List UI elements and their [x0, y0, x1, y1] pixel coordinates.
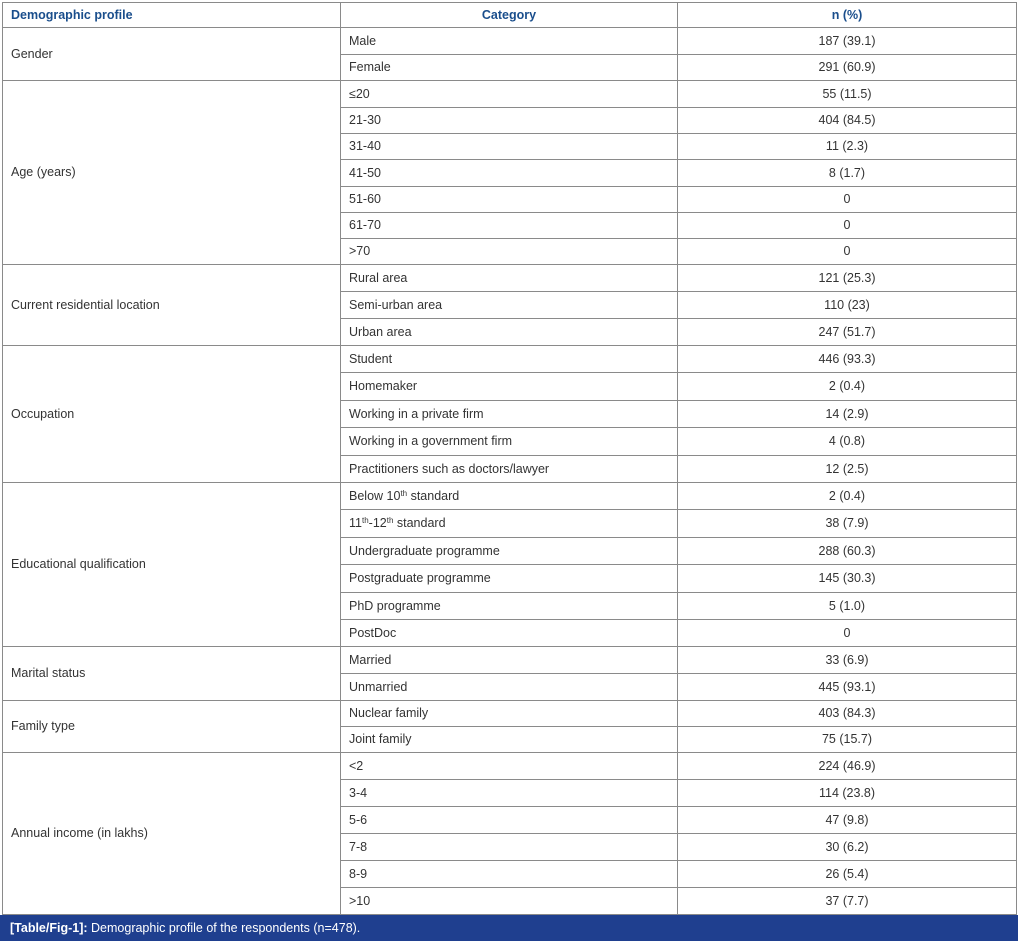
category-cell: <2 [341, 753, 678, 780]
n-percent-cell: 247 (51.7) [678, 319, 1017, 346]
table-row [3, 701, 1017, 727]
category-cell: Male [341, 28, 678, 55]
category-text: standard [407, 488, 460, 503]
category-cell: 31-40 [341, 134, 678, 160]
category-cell: Semi-urban area [341, 292, 678, 319]
n-percent-cell: 121 (25.3) [678, 265, 1017, 292]
table-row [3, 265, 1017, 292]
n-percent-cell: 11 (2.3) [678, 134, 1017, 160]
category-cell: 7-8 [341, 834, 678, 861]
category-cell [341, 510, 678, 538]
category-cell: Working in a government firm [341, 428, 678, 456]
category-cell: PhD programme [341, 593, 678, 620]
n-percent-cell: 33 (6.9) [678, 647, 1017, 674]
n-percent-cell: 0 [678, 239, 1017, 265]
n-percent-cell: 2 (0.4) [678, 483, 1017, 510]
n-percent-cell: 110 (23) [678, 292, 1017, 319]
superscript: th [400, 488, 408, 498]
superscript: th [361, 516, 369, 525]
n-percent-cell: 145 (30.3) [678, 565, 1017, 593]
category-cell: Urban area [341, 319, 678, 346]
n-percent-cell: 8 (1.7) [678, 160, 1017, 187]
category-cell: 8-9 [341, 861, 678, 888]
n-percent-cell: 0 [678, 187, 1017, 213]
category-cell: >10 [341, 888, 678, 915]
n-percent-cell: 75 (15.7) [678, 727, 1017, 753]
caption-label: [Table/Fig-1]: [10, 921, 88, 935]
profile-cell: Marital status [3, 647, 341, 701]
n-percent-cell: 26 (5.4) [678, 861, 1017, 888]
category-cell: Nuclear family [341, 701, 678, 727]
n-percent-cell: 47 (9.8) [678, 807, 1017, 834]
category-cell: Homemaker [341, 373, 678, 401]
n-percent-cell: 445 (93.1) [678, 674, 1017, 701]
n-percent-cell: 12 (2.5) [678, 456, 1017, 483]
category-cell: PostDoc [341, 620, 678, 647]
n-percent-cell: 403 (84.3) [678, 701, 1017, 727]
category-cell: 41-50 [341, 160, 678, 187]
header-category: Category [341, 3, 678, 28]
n-percent-cell: 446 (93.3) [678, 346, 1017, 373]
profile-cell: Educational qualification [3, 483, 341, 647]
n-percent-cell: 5 (1.0) [678, 593, 1017, 620]
category-cell: Practitioners such as doctors/lawyer [341, 456, 678, 483]
table-row [3, 753, 1017, 780]
profile-cell: Gender [3, 28, 341, 81]
n-percent-cell: 38 (7.9) [678, 510, 1017, 538]
header-n-percent: n (%) [678, 3, 1017, 28]
n-percent-cell: 30 (6.2) [678, 834, 1017, 861]
n-percent-cell: 224 (46.9) [678, 753, 1017, 780]
table-caption [0, 915, 1018, 941]
n-percent-cell: 55 (11.5) [678, 81, 1017, 108]
caption-text: Demographic profile of the respondents (n=478). [87, 921, 361, 935]
category-cell: >70 [341, 239, 678, 265]
header-demographic-profile: Demographic profile [3, 3, 341, 28]
n-percent-cell: 14 (2.9) [678, 401, 1017, 428]
category-cell: Working in a private firm [341, 401, 678, 428]
category-cell: Postgraduate programme [341, 565, 678, 593]
n-percent-cell: 37 (7.7) [678, 888, 1017, 915]
category-cell: ≤20 [341, 81, 678, 108]
profile-cell: Family type [3, 701, 341, 753]
category-cell: 61-70 [341, 213, 678, 239]
table-row [3, 81, 1017, 108]
category-cell: 5-6 [341, 807, 678, 834]
category-cell: Female [341, 55, 678, 81]
category-cell: Joint family [341, 727, 678, 753]
category-cell: Rural area [341, 265, 678, 292]
n-percent-cell: 291 (60.9) [678, 55, 1017, 81]
category-text: -12 [368, 516, 387, 530]
n-percent-cell: 0 [678, 213, 1017, 239]
category-cell: Married [341, 647, 678, 674]
n-percent-cell: 114 (23.8) [678, 780, 1017, 807]
category-text: standard [393, 516, 446, 530]
table-body [3, 28, 1017, 915]
category-cell: 21-30 [341, 108, 678, 134]
n-percent-cell: 404 (84.5) [678, 108, 1017, 134]
n-percent-cell: 187 (39.1) [678, 28, 1017, 55]
category-cell: 3-4 [341, 780, 678, 807]
table-row [3, 28, 1017, 55]
superscript: th [386, 516, 394, 525]
profile-cell: Occupation [3, 346, 341, 483]
profile-cell: Annual income (in lakhs) [3, 753, 341, 915]
n-percent-cell: 2 (0.4) [678, 373, 1017, 401]
category-cell: Student [341, 346, 678, 373]
demographic-table [2, 2, 1017, 915]
profile-cell: Age (years) [3, 81, 341, 265]
table-row [3, 483, 1017, 510]
header-row [3, 3, 1017, 28]
category-text: Below 10 [349, 488, 401, 503]
n-percent-cell: 288 (60.3) [678, 538, 1017, 565]
n-percent-cell: 4 (0.8) [678, 428, 1017, 456]
category-cell: Undergraduate programme [341, 538, 678, 565]
category-cell: 51-60 [341, 187, 678, 213]
category-text: 11 [349, 516, 362, 530]
n-percent-cell: 0 [678, 620, 1017, 647]
table-row [3, 647, 1017, 674]
category-cell: Unmarried [341, 674, 678, 701]
category-cell [341, 483, 678, 510]
table-row [3, 346, 1017, 373]
profile-cell: Current residential location [3, 265, 341, 346]
